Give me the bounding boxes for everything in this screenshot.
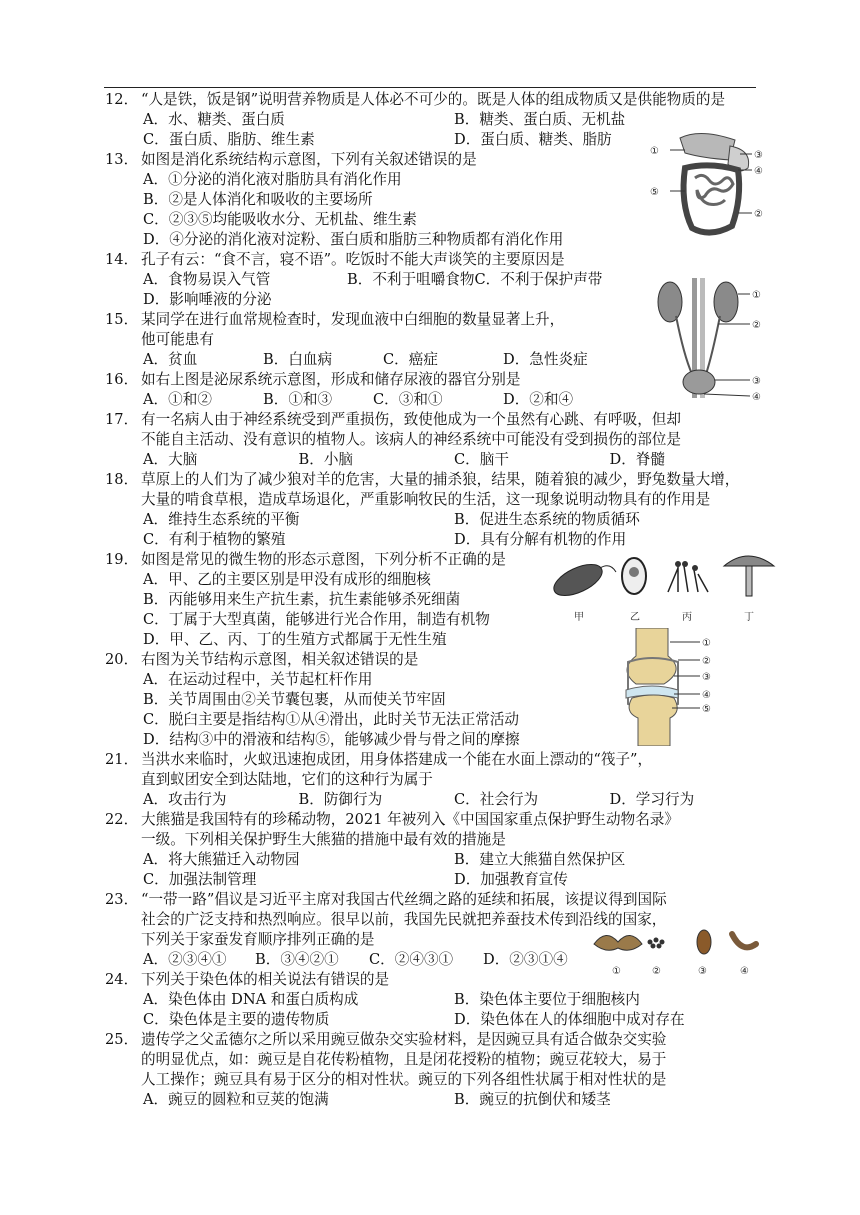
egg-shape: [660, 940, 665, 945]
liver-shape: [680, 133, 735, 160]
question-number: 20．: [105, 651, 139, 668]
option-d: D．染色体在人的体细胞中成对存在: [454, 1011, 685, 1028]
option-d: D．影响唾液的分泌: [143, 291, 272, 308]
option-a: A．①和②: [143, 391, 212, 408]
question-18: [105, 470, 765, 550]
option-a: A．将大熊猫迁入动物园: [143, 851, 300, 868]
option-a: A．①分泌的消化液对脂肪具有消化作用: [143, 171, 402, 188]
option-c: C．不利于保护声带: [474, 271, 603, 288]
option-d: D．蛋白质、糖类、脂肪: [454, 131, 612, 148]
option-c: C．②④③①: [369, 951, 454, 968]
option-d: D．结构③中的滑液和结构⑤，能够减少骨与骨之间的摩擦: [143, 731, 520, 748]
bladder-shape: [683, 370, 715, 394]
left-kidney-shape: [658, 282, 682, 322]
figure-label: ④: [702, 690, 711, 701]
option-b: B．丙能够用来生产抗生素，抗生素能够杀死细菌: [143, 591, 461, 608]
option-d: D．学习行为: [609, 791, 695, 808]
question-stem-continued: 直到蚁团安全到达陆地，它们的这种行为属于: [141, 771, 433, 788]
upper-bone-shape: [627, 628, 676, 684]
option-d: D．②和④: [503, 391, 574, 408]
option-b: B．建立大熊猫自然保护区: [454, 851, 626, 868]
option-b: B．豌豆的抗倒伏和矮茎: [454, 1091, 611, 1108]
bacterium-shape: [549, 558, 606, 602]
lower-bone-shape: [629, 695, 677, 746]
question-stem: 大熊猫是我国特有的珍稀动物，2021 年被列入《中国国家重点保护野生动物名录》: [141, 811, 679, 828]
option-b: B．糖类、蛋白质、无机盐: [454, 111, 626, 128]
option-b: B．染色体主要位于细胞核内: [454, 991, 640, 1008]
question-stem: 如图是消化系统结构示意图，下列有关叙述错误的是: [141, 151, 477, 168]
option-a: A．②③④①: [143, 951, 227, 968]
question-21: [105, 750, 765, 810]
silkworm-stages-figure: [586, 924, 766, 978]
question-number: 22．: [105, 811, 139, 828]
figure-label: ②: [754, 209, 763, 220]
label-line: [704, 394, 750, 396]
figure-label: ①: [612, 966, 621, 977]
figure-label: ③: [702, 672, 711, 683]
question-stem: 孔子有云：“食不言，寝不语”。吃饭时不能大声谈笑的主要原因是: [141, 251, 565, 268]
mold-spore-shape: [692, 565, 698, 571]
option-a: A．攻击行为: [143, 791, 227, 808]
option-d: D．④分泌的消化液对淀粉、蛋白质和脂肪三种物质都有消化作用: [143, 231, 564, 248]
mold-spore-shape: [675, 561, 681, 567]
mushroom-stalk-shape: [746, 566, 752, 596]
header-rule: [104, 87, 756, 88]
mushroom-cap-shape: [724, 556, 774, 566]
option-a: A．维持生态系统的平衡: [143, 511, 300, 528]
figure-label: ③: [752, 376, 761, 387]
question-stem-continued: 不能自主活动、没有意识的植物人。该病人的神经系统中可能没有受到损伤的部位是: [141, 431, 681, 448]
option-c: C．蛋白质、脂肪、维生素: [143, 131, 315, 148]
option-b: B．关节周围由②关节囊包裹，从而使关节牢固: [143, 691, 446, 708]
question-stem-continued: 的明显优点，如：豌豆是自花传粉植物，且是闭花授粉的植物；豌豆花较大，易于: [141, 1051, 667, 1068]
option-a: A．豌豆的圆粒和豆荚的饱满: [143, 1091, 329, 1108]
figure-label: ②: [652, 966, 661, 977]
option-d: D．急性炎症: [503, 351, 588, 368]
option-c: C．②③⑤均能吸收水分、无机盐、维生素: [143, 211, 417, 228]
figure-label: ④: [752, 392, 761, 402]
question-stem: 遗传学之父孟德尔之所以采用豌豆做杂交实验材料，是因豌豆具有适合做杂交实验: [141, 1031, 667, 1048]
egg-shape: [657, 944, 662, 949]
option-a: A．甲、乙的主要区别是甲没有成形的细胞核: [143, 571, 431, 588]
option-a: A．食物易误入气管: [143, 271, 271, 288]
question-number: 17．: [105, 411, 139, 428]
option-b: B．②是人体消化和吸收的主要场所: [143, 191, 373, 208]
question-number: 15．: [105, 311, 139, 328]
microbes-figure: [548, 546, 784, 626]
figure-label: ③: [698, 966, 707, 977]
question-number: 24．: [105, 971, 139, 988]
figure-label: 丙: [682, 612, 692, 623]
question-number: 13．: [105, 151, 139, 168]
option-d: D．具有分解有机物的作用: [454, 531, 627, 548]
question-stem: 如图是常见的微生物的形态示意图，下列分析不正确的是: [141, 551, 506, 568]
option-c: C．社会行为: [454, 791, 539, 808]
question-stem: 有一名病人由于神经系统受到严重损伤，致使他成为一个虽然有心跳、有呼吸，但却: [141, 411, 681, 428]
question-stem-continued: 一级。下列相关保护野生大熊猫的措施中最有效的措施是: [141, 831, 506, 848]
right-ureter-shape: [706, 316, 720, 374]
option-b: B．①和③: [263, 391, 333, 408]
large-intestine-shape: [684, 165, 740, 232]
option-b: B．促进生态系统的物质循环: [454, 511, 640, 528]
option-b: B．白血病: [263, 351, 333, 368]
question-24: [105, 970, 765, 1030]
figure-label: ①: [650, 146, 659, 157]
larva-shape: [732, 934, 756, 947]
option-b: B．防御行为: [298, 791, 383, 808]
digestive-system-figure: [640, 128, 770, 248]
question-22: [105, 810, 765, 890]
question-stem: “人是铁，饭是钢”说明营养物质是人体必不可少的。既是人体的组成物质又是供能物质的是: [141, 91, 726, 108]
egg-shape: [648, 940, 653, 945]
option-c: C．染色体是主要的遗传物质: [143, 1011, 330, 1028]
option-c: C．脑干: [454, 451, 509, 468]
figure-label: ④: [740, 966, 749, 977]
option-c: C．丁属于大型真菌，能够进行光合作用，制造有机物: [143, 611, 490, 628]
question-number: 16．: [105, 371, 139, 388]
figure-label: ②: [752, 320, 761, 331]
option-c: C．癌症: [383, 351, 438, 368]
left-ureter-shape: [676, 316, 692, 374]
option-c: C．有利于植物的繁殖: [143, 531, 286, 548]
egg-shape: [651, 944, 656, 949]
small-intestine-shape: [695, 175, 733, 204]
question-stem: 某同学在进行血常规检查时，发现血液中白细胞的数量显著上升，: [141, 311, 565, 328]
mold-spore-shape: [682, 561, 688, 567]
question-17: [105, 410, 765, 470]
question-stem: 如右上图是泌尿系统示意图，形成和储存尿液的器官分别是: [141, 371, 521, 388]
question-25: [105, 1030, 765, 1110]
question-stem-continued: 他可能患有: [141, 331, 214, 348]
option-a: A．大脑: [143, 451, 198, 468]
figure-label: ①: [702, 638, 711, 649]
question-stem: 右图为关节结构示意图，相关叙述错误的是: [141, 651, 419, 668]
egg-shape: [654, 938, 659, 943]
question-stem: “一带一路”倡议是习近平主席对我国古代丝绸之路的延续和拓展，该提议得到国际: [141, 891, 667, 908]
right-kidney-shape: [714, 282, 738, 322]
question-number: 25．: [105, 1031, 139, 1048]
joint-figure: [614, 628, 714, 746]
option-b: B．③④②①: [255, 951, 339, 968]
pupa-shape: [697, 930, 711, 954]
figure-label: ②: [702, 656, 711, 667]
figure-label: ⑤: [650, 187, 659, 198]
option-a: A．在运动过程中，关节起杠杆作用: [143, 671, 373, 688]
figure-label: ⑤: [702, 704, 711, 715]
question-number: 23．: [105, 891, 139, 908]
option-d: D．②③①④: [483, 951, 568, 968]
question-stem-continued: 大量的啃食草根，造成草场退化，严重影响牧民的生活，这一现象说明动物具有的作用是: [141, 491, 711, 508]
question-stem: 草原上的人们为了减少狼对羊的危害，大量的捕杀狼，结果，随着狼的减少，野兔数量大增，: [141, 471, 740, 488]
option-a: A．水、糖类、蛋白质: [143, 111, 285, 128]
figure-label: ①: [752, 290, 761, 301]
urinary-system-figure: [648, 276, 768, 402]
option-c: C．加强法制管理: [143, 871, 257, 888]
question-number: 21．: [105, 751, 139, 768]
mold-hyphae-shape: [668, 564, 708, 592]
figure-label: 丁: [744, 612, 754, 623]
yeast-nucleus-shape: [629, 567, 639, 577]
figure-label: ④: [754, 166, 763, 177]
figure-label: 乙: [630, 612, 640, 623]
silk-moth-shape: [594, 935, 642, 950]
option-a: A．贫血: [143, 351, 198, 368]
question-stem: 当洪水来临时，火蚁迅速抱成团，用身体搭建成一个能在水面上漂动的“筏子”，: [141, 751, 653, 768]
option-b: B．小脑: [298, 451, 354, 468]
option-d: D．脊髓: [609, 451, 665, 468]
question-number: 19．: [105, 551, 139, 568]
question-stem-continued: 社会的广泛支持和热烈响应。很早以前，我国先民就把养蚕技术传到沿线的国家，: [141, 911, 667, 928]
option-d: D．加强教育宣传: [454, 871, 568, 888]
question-stem-continued: 下列关于家蚕发育顺序排列正确的是: [141, 931, 375, 948]
option-b: B．不利于咀嚼食物: [347, 271, 475, 288]
option-c: C．脱臼主要是指结构①从④滑出，此时关节无法正常活动: [143, 711, 520, 728]
question-number: 18．: [105, 471, 139, 488]
question-number: 12．: [105, 91, 139, 108]
option-c: C．③和①: [373, 391, 443, 408]
figure-label: ③: [754, 150, 763, 161]
option-d: D．甲、乙、丙、丁的生殖方式都属于无性生殖: [143, 631, 447, 648]
option-a: A．染色体由 DNA 和蛋白质构成: [143, 991, 359, 1008]
figure-label: 甲: [574, 612, 584, 623]
question-stem-continued: 人工操作；豌豆具有易于区分的相对性状。豌豆的下列各组性状属于相对性状的是: [141, 1071, 667, 1088]
question-stem: 下列关于染色体的相关说法有错误的是: [141, 971, 390, 988]
question-number: 14．: [105, 251, 139, 268]
